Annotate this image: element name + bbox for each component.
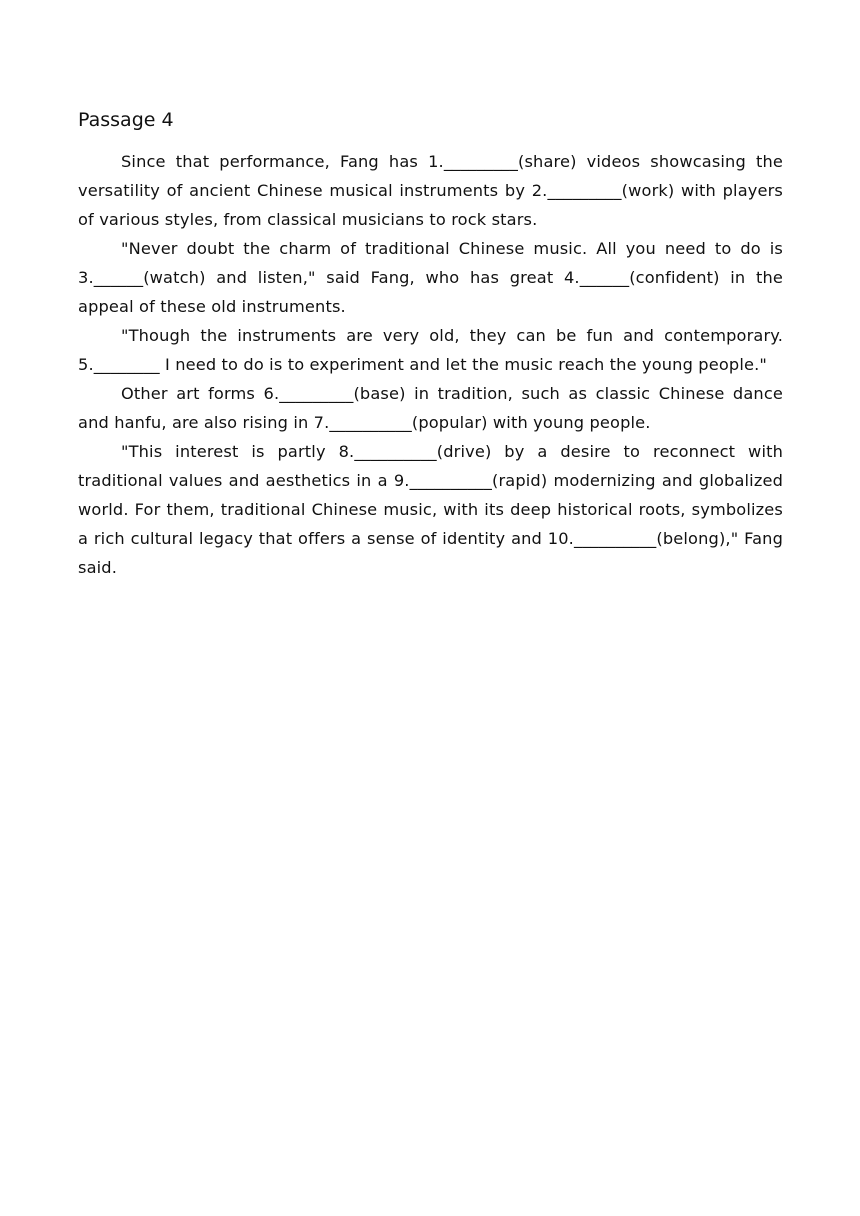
- paragraph-5: "This interest is partly 8.__________(drive) by a desire to reconnect with traditional values and aesthetics in a 9.__________(rapid) modernizing and globalized world. For them, traditional Chinese music, with its deep historical roots, symbolizes a rich cultural legacy that offers a sense of identity and 10.__________(belong)," Fang said.: [78, 442, 783, 577]
- paragraph-3: "Though the instruments are very old, they can be fun and contemporary. 5.________ I need to do is to experiment and let the music reach the young people.": [78, 326, 783, 374]
- paragraph-1: Since that performance, Fang has 1._________(share) videos showcasing the versatility of ancient Chinese musical instruments by 2._________(work) with players of various styles, from classical musicians to rock stars.: [78, 152, 783, 229]
- passage-title: Passage 4: [78, 109, 174, 131]
- document-page: [78, 107, 783, 582]
- paragraph-2: "Never doubt the charm of traditional Chinese music. All you need to do is 3.______(watch) and listen," said Fang, who has great 4.______(confident) in the appeal of these old instruments.: [78, 239, 783, 316]
- paragraph-4: Other art forms 6._________(base) in tradition, such as classic Chinese dance and hanfu, are also rising in 7.__________(popular) with young people.: [78, 384, 783, 432]
